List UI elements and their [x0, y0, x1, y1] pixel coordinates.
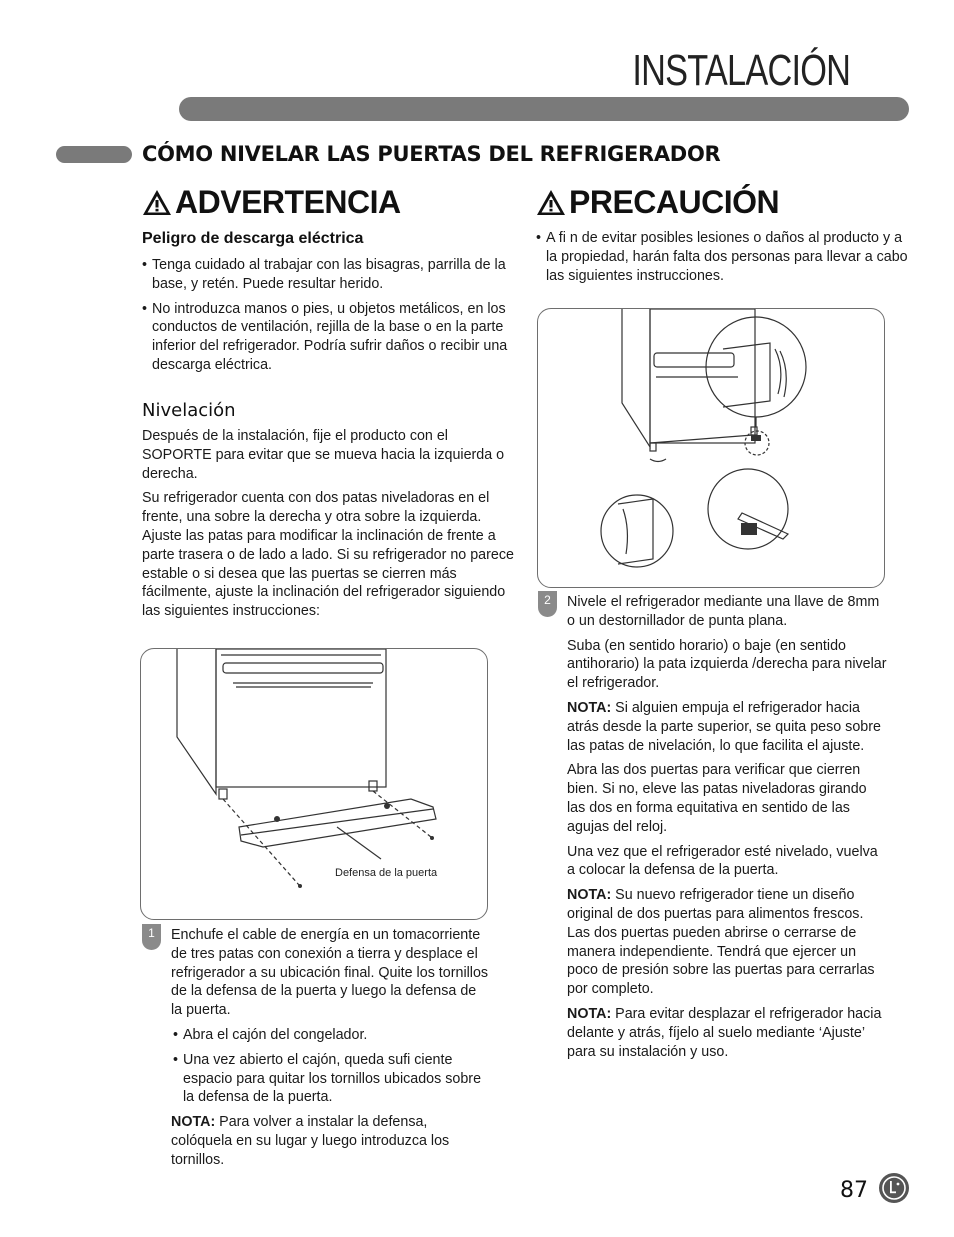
warning-icon — [142, 189, 172, 216]
step2-paragraph: Nivele el refrigerador mediante una llave de 8mm o un destornillador de punta plana. — [567, 594, 880, 629]
warning-bullets — [142, 256, 516, 381]
leveling-paragraph: Su refrigerador cuenta con dos patas niveladoras en el frente, una sobre la derecha y otra sobre la izquierda. Ajuste las patas para modificar la inclinación de frente a parte trasera o de lado a lado. Si su refrigerador no parece estable o si desea que las puertas se cierren más fácilmente, ajuste la inclinación del refrigerador siguiendo las siguientes instrucciones: — [142, 490, 514, 620]
warning-bullet: • Tenga cuidado al trabajar con las bisagras, parrilla de la base, y retén. Puede resultar herido. — [142, 257, 506, 292]
figure-leveling-legs — [537, 308, 885, 588]
warning-heading — [142, 184, 401, 221]
step2-text — [567, 593, 887, 1067]
leveling-text — [142, 427, 514, 627]
header-bar — [179, 97, 909, 121]
section-pill — [56, 146, 132, 163]
lg-logo-icon — [878, 1172, 910, 1204]
step1-bullet: • Una vez abierto el cajón, queda sufi ciente espacio para quitar los tornillos ubicados sobre la defensa de la puerta. — [173, 1051, 482, 1106]
step2-paragraph: Suba (en sentido horario) o baje (en sentido antihorario) la pata izquierda /derecha para nivelar el refrigerador. — [567, 637, 887, 692]
step-number-badge: 1 — [142, 924, 161, 950]
section-title: CÓMO NIVELAR LAS PUERTAS DEL REFRIGERADOR — [142, 142, 721, 166]
step-number-badge: 2 — [538, 591, 557, 617]
leveling-heading: Nivelación — [142, 400, 236, 421]
figure-door-guard — [140, 648, 488, 920]
leveling-legs-illustration — [538, 309, 884, 587]
warning-subheading: Peligro de descarga eléctrica — [142, 230, 364, 247]
step2-note: NOTA: Su nuevo refrigerador tiene un diseño original de dos puertas para alimentos frescos. Las dos puertas pueden abrirse o cerrarse de manera independiente. Tendrá que ejercer un poco de presión sobre las puertas para cerrarlas por completo. — [567, 887, 875, 998]
caution-bullet: • A fi n de evitar posibles lesiones o daños al producto y a la propiedad, harán falta dos personas para llevar a cabo las siguientes instrucciones. — [536, 230, 908, 284]
step1-note: NOTA: Para volver a instalar la defensa, colóquela en su lugar y luego introduzca los tornillos. — [171, 1114, 450, 1168]
figure-caption: Defensa de la puerta — [335, 867, 438, 879]
leveling-paragraph: Después de la instalación, fije el producto con el SOPORTE para evitar que se mueva hacia la izquierda o derecha. — [142, 428, 505, 482]
step1-bullet: • Abra el cajón del congelador. — [173, 1026, 368, 1043]
step2-paragraph: Una vez que el refrigerador esté nivelado, vuelva a colocar la defensa de la puerta. — [567, 843, 878, 879]
step1-paragraph: Enchufe el cable de energía en un tomacorriente de tres patas con conexión a tierra y desplace el refrigerador a su ubicación final. Quite los tornillos de la defensa de la puerta y luego la defensa de la puerta. — [171, 927, 489, 1019]
warning-heading-text: ADVERTENCIA — [175, 184, 401, 220]
page-number: 87 — [840, 1178, 868, 1203]
chapter-title: INSTALACIÓN — [632, 46, 850, 95]
warning-bullet: • No introduzca manos o pies, u objetos metálicos, en los conductos de ventilación, rejilla de la base o en la parte inferior del refrigerador. Podría sufrir daños o recibir una descarga eléctrica. — [142, 300, 508, 373]
caution-heading-text: PRECAUCIÓN — [569, 184, 780, 220]
step2-note: NOTA: Para evitar desplazar el refrigerador hacia delante y atrás, fíjelo al suelo mediante ‘Ajuste’ para su instalación y uso. — [567, 1005, 882, 1060]
step2-note: NOTA: Si alguien empuja el refrigerador hacia atrás desde la parte superior, se quita peso sobre las patas de nivelación, lo que facilita el ajuste. — [567, 699, 881, 754]
step2-paragraph: Abra las dos puertas para verificar que cierren bien. Si no, eleve las patas niveladoras girando las dos en forma equitativa en sentido de las agujas del reloj. — [567, 762, 867, 835]
step1-text — [171, 926, 491, 1176]
caution-heading — [536, 184, 779, 221]
warning-icon — [536, 189, 566, 216]
